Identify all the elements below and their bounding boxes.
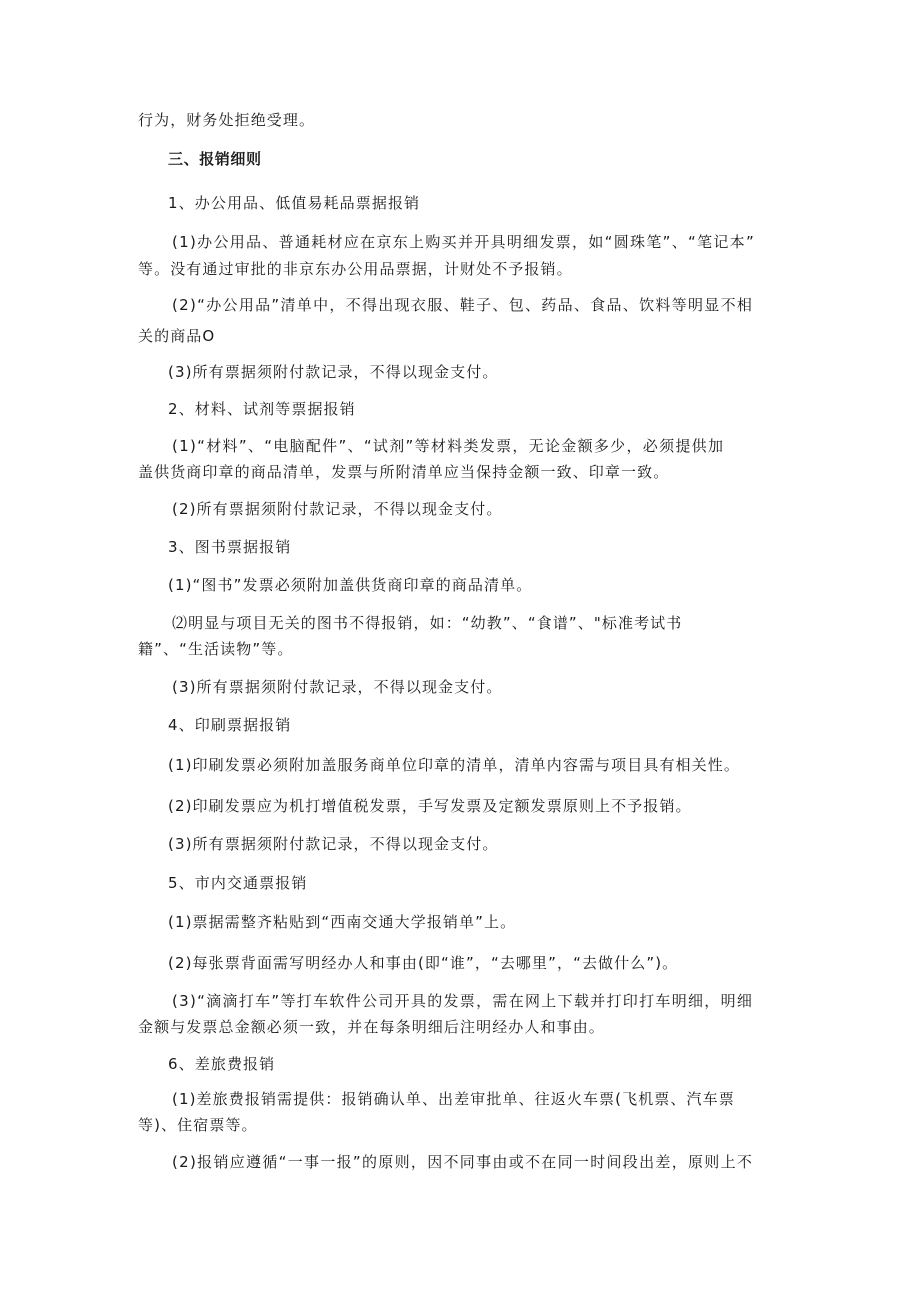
clause-4-3: (3)所有票据须附付款记录，不得以现金支付。 [168, 835, 499, 853]
clause-6-1-line-1: (1)差旅费报销需提供：报销确认单、出差审批单、往返火车票(飞机票、汽车票 [172, 1090, 735, 1108]
clause-1-1-line-1: (1)办公用品、普通耗材应在京东上购买并开具明细发票，如“圆珠笔”、“笔记本” [172, 233, 756, 251]
clause-3-1: (1)“图书”发票必须附加盖供货商印章的商品清单。 [168, 576, 533, 594]
clause-3-2-line-1: ⑵明显与项目无关的图书不得报销，如：“幼教”、“食谱”、"标准考试书 [172, 614, 683, 632]
clause-5-2: (2)每张票背面需写明经办人和事由(即“谁”，“去哪里”，“去做什么”)。 [168, 954, 679, 972]
clause-1-2-line-2: 关的商品O [138, 327, 216, 345]
clause-6-2-line-1: (2)报销应遵循“一事一报”的原则，因不同事由或不在同一时间段出差，原则上不 [172, 1153, 754, 1171]
clause-2-2: (2)所有票据须附付款记录，不得以现金支付。 [172, 500, 503, 518]
clause-5-3-line-1: (3)“滴滴打车”等打车软件公司开具的发票，需在网上下载并打印打车明细，明细 [172, 992, 754, 1010]
clause-5-1: (1)票据需整齐粘贴到“西南交通大学报销单”上。 [168, 913, 517, 931]
clause-4-2: (2)印刷发票应为机打增值税发票，手写发票及定额发票原则上不予报销。 [168, 797, 692, 815]
subsection-heading-printing: 4、印刷票据报销 [168, 716, 292, 734]
clause-6-1-line-2: 等)、住宿票等。 [138, 1116, 258, 1134]
clause-1-2-line-1: (2)“办公用品”清单中，不得出现衣服、鞋子、包、药品、食品、饮料等明显不相 [172, 296, 754, 314]
clause-2-1-line-2: 盖供货商印章的商品清单，发票与所附清单应当保持金额一致、印章一致。 [138, 463, 670, 481]
clause-1-3: (3)所有票据须附付款记录，不得以现金支付。 [168, 363, 499, 381]
section-heading-reimbursement-rules: 三、报销细则 [168, 150, 262, 168]
clause-2-1-line-1: (1)“材料”、“电脑配件”、“试剂”等材料类发票，无论金额多少，必须提供加 [172, 437, 725, 455]
clause-3-2-line-2: 籍”、“生活读物”等。 [138, 640, 294, 658]
clause-3-3: (3)所有票据须附付款记录，不得以现金支付。 [172, 678, 503, 696]
subsection-heading-travel-expenses: 6、差旅费报销 [168, 1055, 276, 1073]
clause-5-3-line-2: 金额与发票总金额必须一致，并在每条明细后注明经办人和事由。 [138, 1018, 605, 1036]
subsection-heading-materials: 2、材料、试剂等票据报销 [168, 400, 356, 418]
subsection-heading-books: 3、图书票据报销 [168, 538, 292, 556]
paragraph-continuation: 行为，财务处拒绝受理。 [138, 111, 316, 129]
subsection-heading-office-supplies: 1、办公用品、低值易耗品票据报销 [168, 194, 421, 212]
clause-4-1: (1)印刷发票必须附加盖服务商单位印章的清单，清单内容需与项目具有相关性。 [168, 756, 740, 774]
clause-1-1-line-2: 等。没有通过审批的非京东办公用品票据，计财处不予报销。 [138, 260, 573, 278]
subsection-heading-local-transport: 5、市内交通票报销 [168, 874, 308, 892]
